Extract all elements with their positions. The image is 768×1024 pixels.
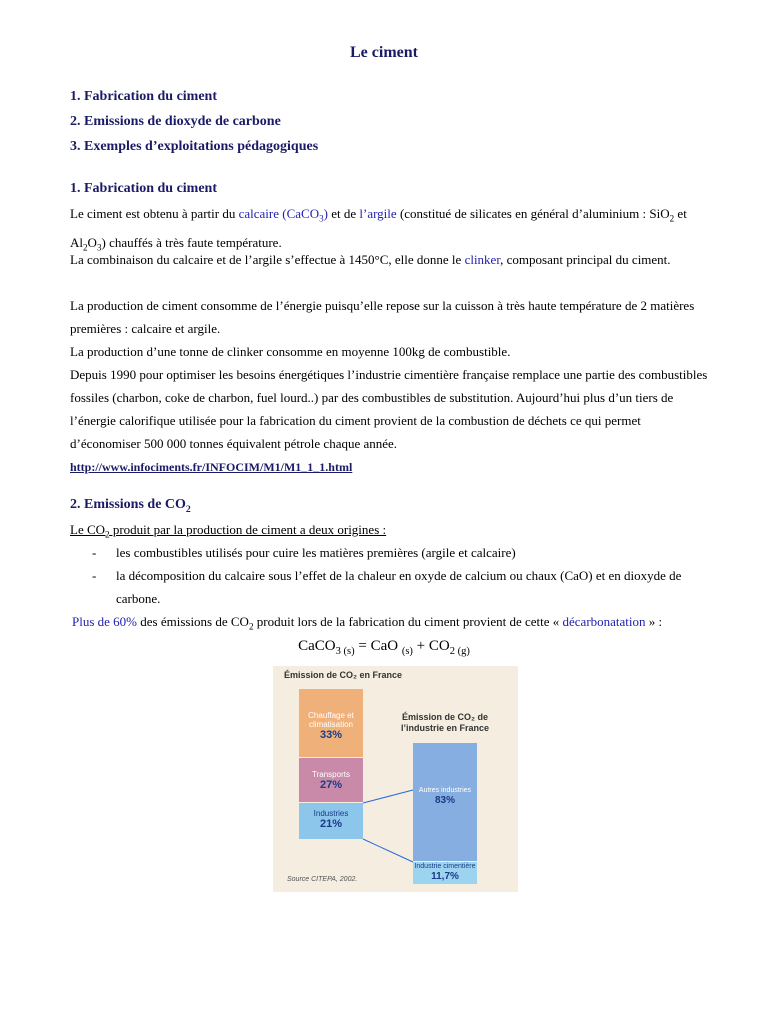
toc-item-3[interactable]: 3. Exemples d’exploitations pédagogiques xyxy=(70,139,319,154)
section2-heading: 2. Emissions de $CO_2$ xyxy=(70,497,191,515)
decarbonatation-paragraph: Plus de 60% des émissions de $CO_2$ produit lors de la fabrication du ciment provient de cette « décarbonatation » : xyxy=(72,614,663,632)
section2-intro: Le $CO_2$ produit par la production de ciment a deux origines : xyxy=(70,522,387,540)
infociments-link[interactable]: http://www.infociments.fr/INFOCIM/M1/M1_1_1.html xyxy=(70,460,353,474)
chemical-equation: CaCO$_{3 (s)}$ = CaO $_{(s)} + CO_{2 (g)}$ xyxy=(298,638,470,657)
bar-industries-value: 21% xyxy=(319,818,343,830)
toc-item-1[interactable]: 1. Fabrication du ciment xyxy=(70,89,217,104)
toc-item-2[interactable]: 2. Emissions de dioxyde de carbone xyxy=(70,114,281,129)
section1-paragraph-2: La combinaison du calcaire et de l’argile s’effectue à 1450°C, elle donne le clinker, composant principal du ciment. xyxy=(70,252,671,267)
section1-paragraph-3: La production de ciment consomme de l’énergie puisqu’elle repose sur la cuisson à très haute température de 2 matières premières : calcaire et argile. xyxy=(70,298,695,336)
bullet-item-2: - la décomposition du calcaire sous l’effet de la chaleur en oxyde de calcium ou chaux (CaO) et en dioxyde de carbone. xyxy=(92,568,682,606)
bar-transports-label: Transports xyxy=(312,770,350,779)
bar-autres-value: 83% xyxy=(434,795,455,806)
bar-chauffage-value: 33% xyxy=(319,729,343,741)
calcaire-term: calcaire (CaCO$_3$) xyxy=(238,206,328,224)
chart-source: Source CITEPA, 2002. xyxy=(287,876,358,883)
clinker-term: clinker xyxy=(464,252,501,267)
chart-subtitle: Émission de CO₂ de l’industrie en France xyxy=(400,712,490,733)
section1-paragraph-5: Depuis 1990 pour optimiser les besoins énergétiques l’industrie cimentière française remplace une partie des combustibles fossiles (charbon, coke de charbon, fuel lourd..) par des combustibles de substitution. Aujourd’hui plus d’un tiers de l’énergie calorifique utilisée pour la fabrication du ciment provient de la combustion de déchets ce qui permet d’économiser 500 000 tonnes équivalent pétrole chaque année. xyxy=(70,367,708,451)
chart-title: Émission de CO₂ en France xyxy=(284,670,403,680)
bar-cimentiere-value: 11,7% xyxy=(431,871,459,882)
bar-autres-label: Autres industries xyxy=(418,787,472,794)
connector-top xyxy=(363,790,413,803)
argile-term: l’argile xyxy=(359,206,397,221)
plus-60-term: Plus de 60% xyxy=(72,614,137,629)
decarbonatation-term: décarbonatation xyxy=(562,614,646,629)
co2-emissions-chart xyxy=(273,666,518,892)
section1-paragraph-4: La production d’une tonne de clinker consomme en moyenne 100kg de combustible. xyxy=(70,344,511,359)
chart-connector-lines xyxy=(273,666,518,892)
bar-chauffage-label: Chauffage et climatisation xyxy=(308,711,354,729)
connector-bottom xyxy=(363,839,413,862)
bar-cimentiere-label: Industrie cimentière xyxy=(414,863,476,870)
page-title: Le ciment xyxy=(350,44,418,61)
source-link-row xyxy=(70,455,710,479)
bullet-item-1: - les combustibles utilisés pour cuire les matières premières (argile et calcaire) xyxy=(92,545,516,560)
section1-heading: 1. Fabrication du ciment xyxy=(70,181,217,196)
bar-industries-label: Industries xyxy=(313,809,349,818)
bar-transports-value: 27% xyxy=(319,779,343,791)
section1-paragraph-1: Le ciment est obtenu à partir du calcaire (CaCO$_3$) et de l’argile (constitué de silicates en général d’aluminium : SiO$_2$ et $Al_2O_3$) chauffés à très faute température. xyxy=(70,206,687,253)
